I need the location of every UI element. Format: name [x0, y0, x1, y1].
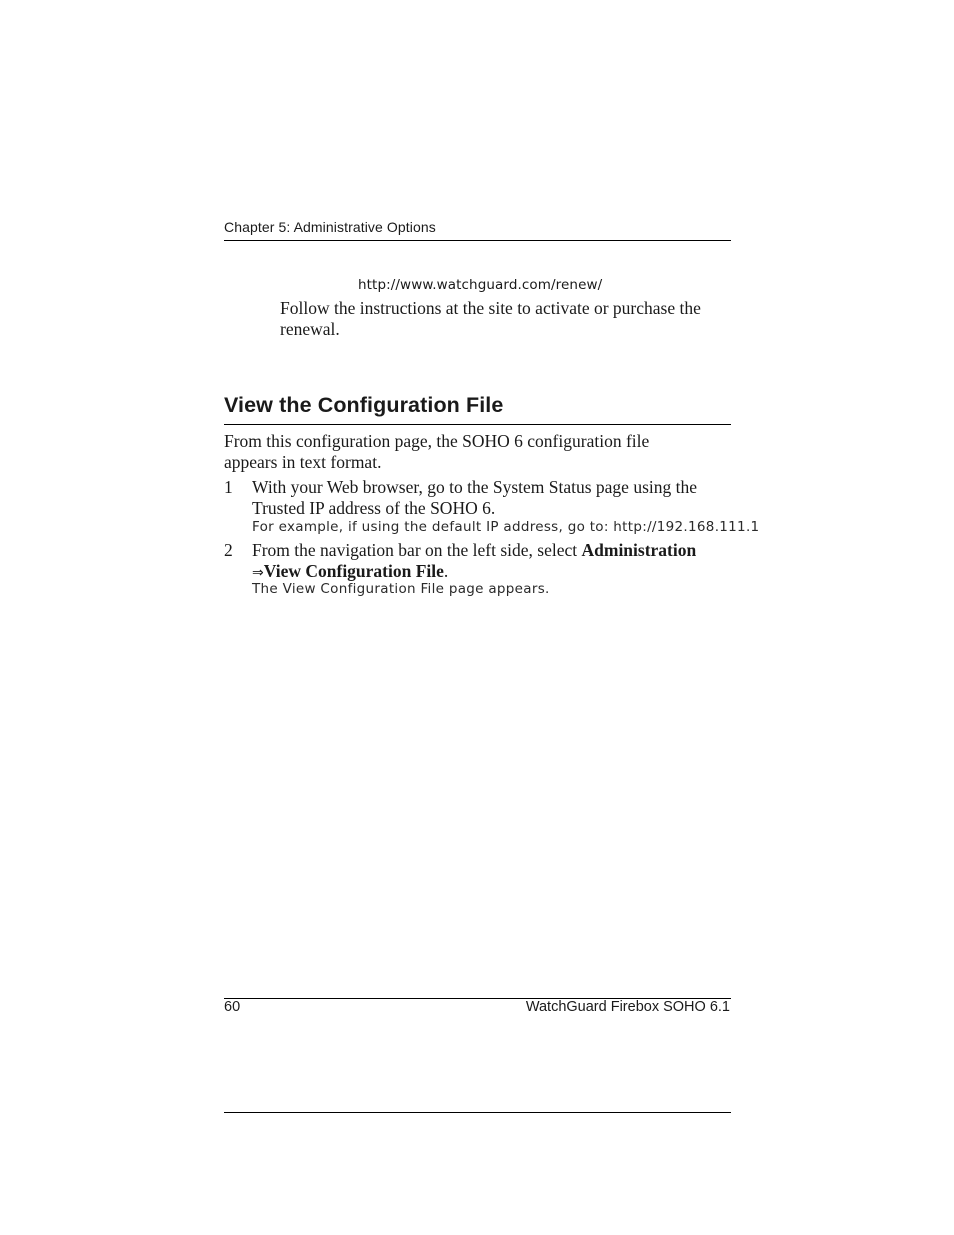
step-note: The View Configuration File page appears. — [252, 581, 550, 597]
step-text-prefix: From the navigation bar on the left side, select — [252, 540, 582, 560]
menu-path-view-configuration-file: View Configuration File — [263, 560, 444, 581]
step-text: With your Web browser, go to the System Status page using the Trusted IP address of the SOHO 6. — [252, 477, 698, 518]
step-number: 1 — [224, 477, 233, 497]
section-heading: View the Configuration File — [224, 393, 504, 417]
step-number: 2 — [224, 540, 233, 560]
page-number: 60 — [224, 999, 241, 1015]
step-text-suffix: . — [443, 560, 449, 581]
bottom-trim-rule — [224, 1112, 731, 1113]
intro-paragraph: From this configuration page, the SOHO 6 configuration file appears in text format. — [224, 431, 650, 472]
header-rule — [224, 240, 731, 241]
footer-book-title: WatchGuard Firebox SOHO 6.1 — [525, 999, 730, 1015]
renewal-url: http://www.watchguard.com/renew/ — [358, 277, 603, 293]
renewal-instructions: Follow the instructions at the site to activate or purchase the renewal. — [280, 298, 701, 339]
section-heading-rule — [224, 424, 731, 425]
step-note: For example, if using the default IP address, go to: http://192.168.111.1 — [252, 519, 760, 535]
menu-arrow-icon: ⇒ — [252, 564, 264, 581]
step-text — [252, 540, 732, 583]
running-header: Chapter 5: Administrative Options — [224, 219, 436, 235]
menu-path-administration: Administration — [581, 540, 697, 560]
